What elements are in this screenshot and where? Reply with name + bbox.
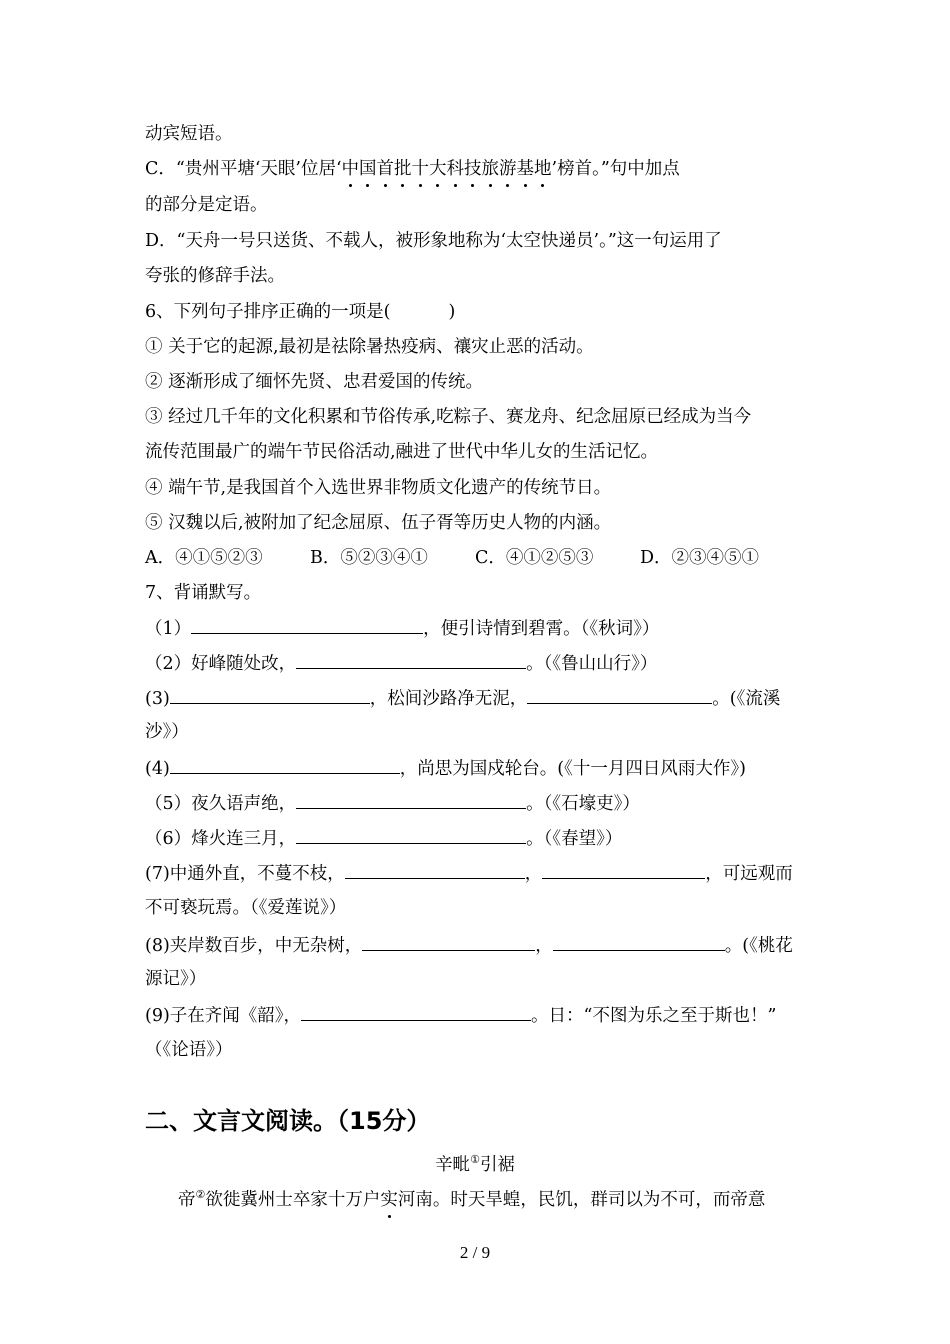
answer-blank[interactable] — [362, 932, 535, 951]
answer-blank[interactable] — [527, 685, 712, 704]
emphasized-char: 游 — [499, 159, 517, 179]
sentence-4: ④ 端午节,是我国首个入选世界非物质文化遗产的传统节日。 — [145, 478, 612, 498]
answer-blank[interactable] — [170, 685, 370, 704]
answer-blank[interactable] — [296, 790, 526, 809]
question-7: 7、背诵默写。 — [145, 583, 262, 603]
emphasized-char: 旅 — [481, 159, 500, 179]
emphasized-phrase — [342, 159, 552, 179]
sentence-2: ② 逐渐形成了缅怀先贤、忠君爱国的传统。 — [145, 372, 484, 392]
recite-item-4: (4) ，尚思为国戍轮台。(《十一月四日风雨大作》) — [145, 755, 746, 781]
emphasized-char: 国 — [359, 159, 377, 179]
text-line: 的部分是定语。 — [145, 195, 268, 215]
option-c-line: C．“贵州平塘‘天眼’位居‘中国首批十大科技旅游基地’榜首。”句中加点 — [145, 159, 680, 179]
sentence-3: ③ 经过几千年的文化积累和节俗传承,吃粽子、赛龙舟、纪念屈原已经成为当今 — [145, 407, 752, 427]
emphasized-char: 地 — [534, 159, 552, 179]
emphasized-char: 首 — [376, 159, 395, 179]
recite-item-9: (9)子在齐闻《韶》， 。日：“不图为乐之至于斯也！” — [145, 1002, 776, 1028]
answer-blank[interactable] — [542, 860, 705, 879]
option-d: D．②③④⑤① — [640, 548, 760, 568]
recite-item-8: (8)夹岸数百步，中无杂树， ， 。(《桃花 — [145, 932, 793, 958]
text-line: 夸张的修辞手法。 — [145, 266, 285, 286]
emphasized-char: 十 — [411, 159, 430, 179]
emphasized-char: 中 — [341, 159, 360, 179]
answer-blank[interactable] — [296, 825, 526, 844]
text-line: 动宾短语。 — [145, 124, 233, 144]
recite-item-2: （2）好峰随处改， 。（《鲁山山行》） — [145, 650, 657, 676]
option-b: B．⑤②③④① — [310, 548, 428, 568]
question-6: 6、下列句子排序正确的一项是( ) — [145, 302, 456, 322]
recite-item-1: （1） ，便引诗情到碧霄。（《秋词》） — [145, 615, 659, 641]
option-d-line: D．“天舟一号只送货、不载人，被形象地称为‘太空快递员’。”这一句运用了 — [145, 231, 722, 251]
text-line: 源记》） — [145, 969, 207, 989]
answer-blank[interactable] — [345, 860, 525, 879]
answer-blank[interactable] — [296, 650, 526, 669]
answer-options — [145, 546, 759, 570]
recite-item-7: (7)中通外直，不蔓不枝， ， ，可远观而 — [145, 860, 793, 886]
answer-blank[interactable] — [301, 1002, 531, 1021]
answer-blank[interactable] — [191, 615, 423, 634]
answer-blank[interactable] — [170, 755, 400, 774]
emphasized-char: 技 — [464, 159, 482, 179]
option-c: C．④①②⑤③ — [475, 548, 594, 568]
sentence-1: ① 关于它的起源,最初是祛除暑热疫病、禳灾止恶的活动。 — [145, 337, 594, 357]
text-line: （《论语》） — [145, 1040, 233, 1060]
passage-title: 辛毗①引裾 — [435, 1153, 515, 1175]
recite-item-5: （5）夜久语声绝， 。（《石壕吏》） — [145, 790, 640, 816]
text-line: 不可亵玩焉。（《爱莲说》） — [145, 898, 347, 918]
emphasized-char: 批 — [394, 159, 412, 179]
recite-item-6: （6）烽火连三月， 。（《春望》） — [145, 825, 622, 851]
emphasized-char: 科 — [446, 159, 465, 179]
section-heading: 二、文言文阅读。（15分） — [145, 1107, 431, 1135]
answer-blank[interactable] — [553, 932, 725, 951]
emphasized-char: 大 — [429, 159, 447, 179]
sentence-5: ⑤ 汉魏以后,被附加了纪念屈原、伍子胥等历史人物的内涵。 — [145, 513, 612, 533]
passage-text: 帝②欲徙冀州士卒家十万户实河南。时天旱蝗，民饥，群司以为不可，而帝意 — [178, 1188, 766, 1210]
recite-item-3: (3) ，松间沙路净无泥， 。(《流溪 — [145, 685, 780, 711]
option-a: A．④①⑤②③ — [145, 548, 263, 568]
text-line: 沙》） — [145, 722, 189, 742]
text-line: 流传范围最广的端午节民俗活动,融进了世代中华儿女的生活记忆。 — [145, 442, 659, 462]
emphasized-char: 基 — [516, 159, 535, 179]
page-number: 2 / 9 — [459, 1243, 491, 1262]
